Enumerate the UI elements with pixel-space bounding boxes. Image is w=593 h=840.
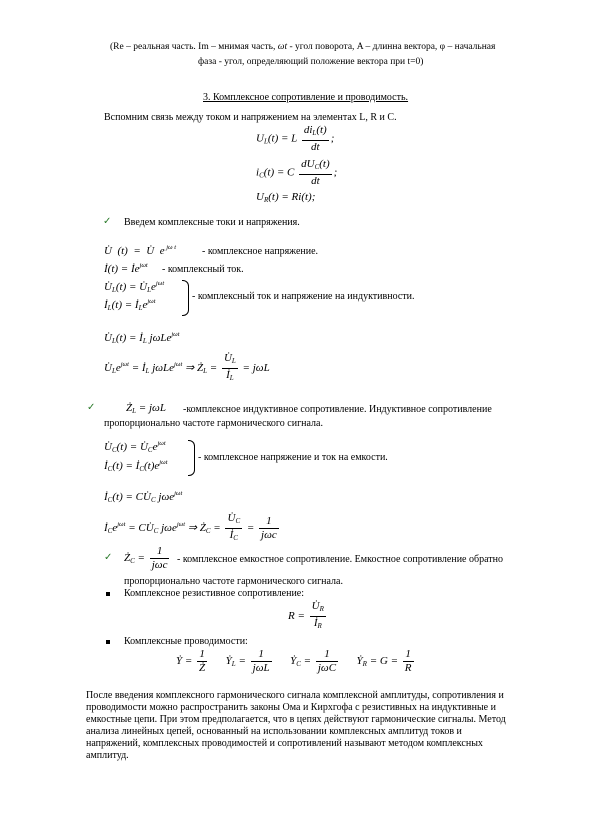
desc-complex-current: - комплексный ток. [162, 264, 244, 275]
equation-ul: $U_L(t) = L$ $\frac{di_L(t)}{dt}$ ; [256, 124, 335, 153]
check-mark-icon: ✓ [104, 552, 113, 563]
header-line-1: (Re – реальная часть. Im – мнимая часть, ωt - угол поворота, A – длинна вектора, φ – начальная [110, 42, 496, 52]
equation-capacitance-voltage: $U̇_C(t)$ = $U̇_Ce^{j\omega t}$ [104, 440, 166, 454]
equation-ur: $U_R(t) = Ri(t)$; [256, 191, 316, 204]
equation-zl-derivation: $U̇_Le^{j\omega t}$ = $İ_L$ jωLe$^{j\omega t}$ ⇒ $Ż_L$ = $\frac{U̇_L}{İ_L}$ = jωL [104, 352, 270, 382]
equation-complex-voltage: U̇ (t) = U̇ e $^{j\omega t}$ [104, 244, 177, 257]
equation-ul-complex: $U̇_L(t)$ = $İ_L$ jωLe$^{j\omega t}$ [104, 331, 180, 345]
equation-zc: $Ż_C$ = $\frac{1}{\text{jωc}}$ [124, 545, 168, 571]
desc-zl-2: пропорционально частоте гармонического сигнала. [104, 418, 323, 429]
equation-capacitance-current: $İ_C(t)$ = $İ_C(t)e^{j\omega t}$ [104, 459, 168, 473]
equation-complex-current: İ(t) = $İe^{j\omega t}$ [104, 262, 148, 275]
equation-zl: $Ż_L = j\omega L$ [126, 402, 166, 415]
desc-inductance-pair: - комплексный ток и напряжение на индуктивности. [192, 291, 415, 302]
equation-inductance-current: $İ_L(t)$ = $İ_Le^{j\omega t}$ [104, 298, 156, 312]
square-bullet-icon [106, 640, 110, 644]
intro-text: Вспомним связь между током и напряжением на элементах L, R и C. [104, 112, 397, 123]
check-mark-icon: ✓ [103, 216, 112, 227]
desc-zl: -комплексное индуктивное сопротивление. Индуктивное сопротивление [183, 404, 492, 415]
equation-r: R = $\frac{U̇_R}{İ_R}$ [288, 600, 324, 630]
closing-paragraph: После введения комплексного гармонического сигнала комплексной амплитуды, сопротивления и проводимости можно распространить законы Ома и Кирхгофа с резистивных на индуктивные и емкостные цепи. При этом предполагается, что в цепях действуют гармонические сигналы. Метод анализа линейных цепей, основанный на использовании комплексных амплитуд токов и напряжений, комплексных проводимостей и сопротивлений называют методом комплексных амплитуд. [86, 690, 506, 761]
desc-zc: - комплексное емкостное сопротивление. Емкостное сопротивление обратно [177, 554, 503, 565]
section-title: 3. Комплексное сопротивление и проводимость. [203, 92, 409, 103]
equation-conductances: Ẏ = $\frac{1}{Ż}$ Ẏ$_L$ = $\frac{1}{\text{jωL}}$ Ẏ$_C$ = $\frac{1}{\text{jωC}}$ Ẏ$_R$ = G = $\frac{1}{R}$ [176, 648, 412, 674]
equation-ic-complex: $İ_C(t)$ = $CU̇_C$ jωe$^{j\omega t}$ [104, 490, 183, 504]
brace-inductance [182, 280, 189, 316]
brace-capacitance [188, 440, 195, 476]
desc-zc-2: пропорционально частоте гармонического сигнала. [124, 576, 343, 587]
square-bullet-icon [106, 592, 110, 596]
bullet-intro-text: Введем комплексные токи и напряжения. [124, 217, 300, 228]
header-line-2: фаза - угол, определяющий положение вектора при t=0) [198, 57, 424, 67]
equation-inductance-voltage: $U̇_L(t)$ = $U̇_Le^{j\omega t}$ [104, 280, 165, 294]
bullet-conductance-text: Комплексные проводимости: [124, 636, 248, 647]
check-mark-icon: ✓ [87, 402, 96, 413]
desc-complex-voltage: - комплексное напряжение. [202, 246, 319, 257]
desc-capacitance-pair: - комплексное напряжение и ток на емкости. [198, 452, 388, 463]
bullet-resistive-text: Комплексное резистивное сопротивление: [124, 588, 305, 599]
equation-ic: $i_C(t) = C$ $\frac{dU_C(t)}{dt}$ ; [256, 158, 338, 187]
equation-zc-derivation: $İ_Ce^{j\omega t}$ = $CU̇_C$ jωe$^{j\omega t}$ ⇒ $Ż_C$ = $\frac{U̇_C}{İ_C}$ = $\frac{1}{\text{jωc}}$ [104, 512, 277, 542]
